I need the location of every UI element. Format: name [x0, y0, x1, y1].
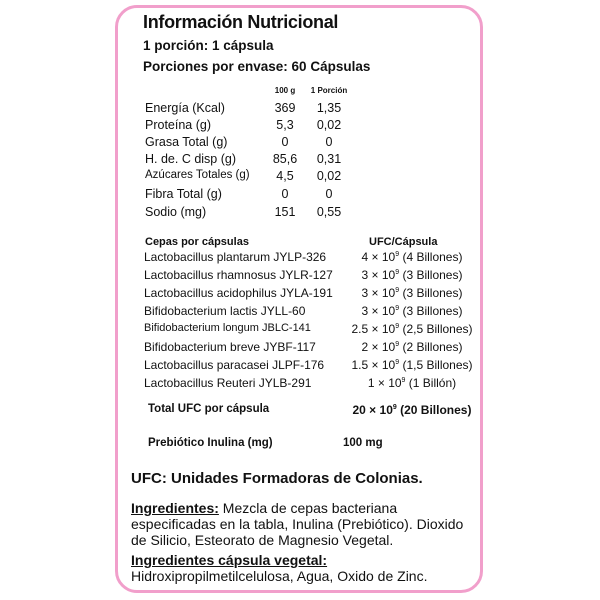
servings-per-container: Porciones por envase: 60 Cápsulas: [143, 59, 371, 74]
ufc-header: UFC/Cápsula: [369, 236, 438, 248]
column-header-serving: 1 Porción: [310, 86, 348, 95]
nutrient-per100g: 4,5: [276, 169, 294, 183]
strain-name: Bifidobacterium lactis JYLL-60: [144, 304, 306, 318]
nutrition-title: Información Nutricional: [143, 12, 339, 32]
serving-size: 1 porción: 1 cápsula: [143, 38, 274, 53]
prebiotic-value: 100 mg: [343, 437, 383, 449]
strain-name: Lactobacillus rhamnosus JYLR-127: [144, 268, 333, 282]
capsule-ingredients-text: Hidroxipropilmetilcelulosa, Agua, Oxido de Zinc.: [131, 568, 428, 584]
capsule-ingredients: [131, 552, 476, 584]
strains-header: Cepas por cápsulas: [145, 236, 249, 248]
nutrient-label: Proteína (g): [145, 118, 212, 132]
nutrient-per100g: 0: [281, 187, 289, 201]
strain-name: Lactobacillus plantarum JYLP-326: [144, 250, 327, 264]
nutrient-per-serving: 1,35: [316, 101, 342, 115]
nutrient-per100g: 0: [281, 135, 289, 149]
strain-name: Lactobacillus Reuteri JYLB-291: [144, 376, 312, 390]
ingredients-label: Ingredientes:: [131, 500, 219, 516]
ingredients: [131, 500, 476, 548]
nutrient-per100g: 85,6: [272, 152, 298, 166]
nutrient-per-serving: 0,02: [316, 118, 342, 132]
strain-name: Bifidobacterium longum JBLC-141: [144, 322, 311, 334]
strain-name: Lactobacillus acidophilus JYLA-191: [144, 286, 333, 300]
nutrient-per100g: 5,3: [276, 118, 294, 132]
nutrient-per100g: 369: [274, 101, 296, 115]
nutrient-label: Grasa Total (g): [145, 135, 228, 149]
nutrient-per-serving: 0: [325, 187, 333, 201]
nutrient-per100g: 151: [274, 205, 296, 219]
nutrient-label: Fibra Total (g): [145, 187, 222, 201]
strain-ufc: $3 \times 10^9$ (3 Billones): [361, 286, 463, 300]
ufc-definition: UFC: Unidades Formadoras de Colonias.: [131, 470, 423, 487]
strain-ufc: $1.5 \times 10^9$ (1,5 Billones): [351, 358, 473, 372]
strain-name: Lactobacillus paracasei JLPF-176: [144, 358, 325, 372]
nutrient-label: Energía (Kcal): [145, 101, 225, 115]
strain-ufc: $3 \times 10^9$ (3 Billones): [361, 268, 463, 282]
total-ufc-value: $20 \times 10^9$ (20 Billones): [352, 403, 472, 417]
nutrient-label: Azúcares Totales (g): [145, 169, 250, 181]
nutrient-per-serving: 0,02: [316, 169, 342, 183]
nutrient-label: Sodio (mg): [145, 205, 207, 219]
prebiotic-label: Prebiótico Inulina (mg): [148, 437, 273, 449]
nutrient-label: H. de. C disp (g): [145, 152, 237, 166]
strain-ufc: $1 \times 10^9$ (1 Billón): [367, 376, 457, 390]
strain-ufc: $2 \times 10^9$ (2 Billones): [361, 340, 463, 354]
strain-ufc: $2.5 \times 10^9$ (2,5 Billones): [351, 322, 473, 336]
nutrient-per-serving: 0,31: [316, 152, 342, 166]
strain-ufc: $4 \times 10^9$ (4 Billones): [361, 250, 463, 264]
nutrient-per-serving: 0: [325, 135, 333, 149]
ingredients-text: Mezcla de cepas bacteriana especificadas en la tabla, Inulina (Prebiótico). Dioxido de Silicio, Esteorato de Magnesio Vegetal.: [131, 500, 464, 548]
nutrient-per-serving: 0,55: [316, 205, 342, 219]
strain-ufc: $3 \times 10^9$ (3 Billones): [361, 304, 463, 318]
strain-name: Bifidobacterium breve JYBF-117: [144, 340, 316, 354]
total-ufc-label: Total UFC por cápsula: [148, 403, 270, 415]
column-header-100g: 100 g: [274, 86, 296, 95]
capsule-ingredients-label: Ingredientes cápsula vegetal:: [131, 552, 328, 568]
